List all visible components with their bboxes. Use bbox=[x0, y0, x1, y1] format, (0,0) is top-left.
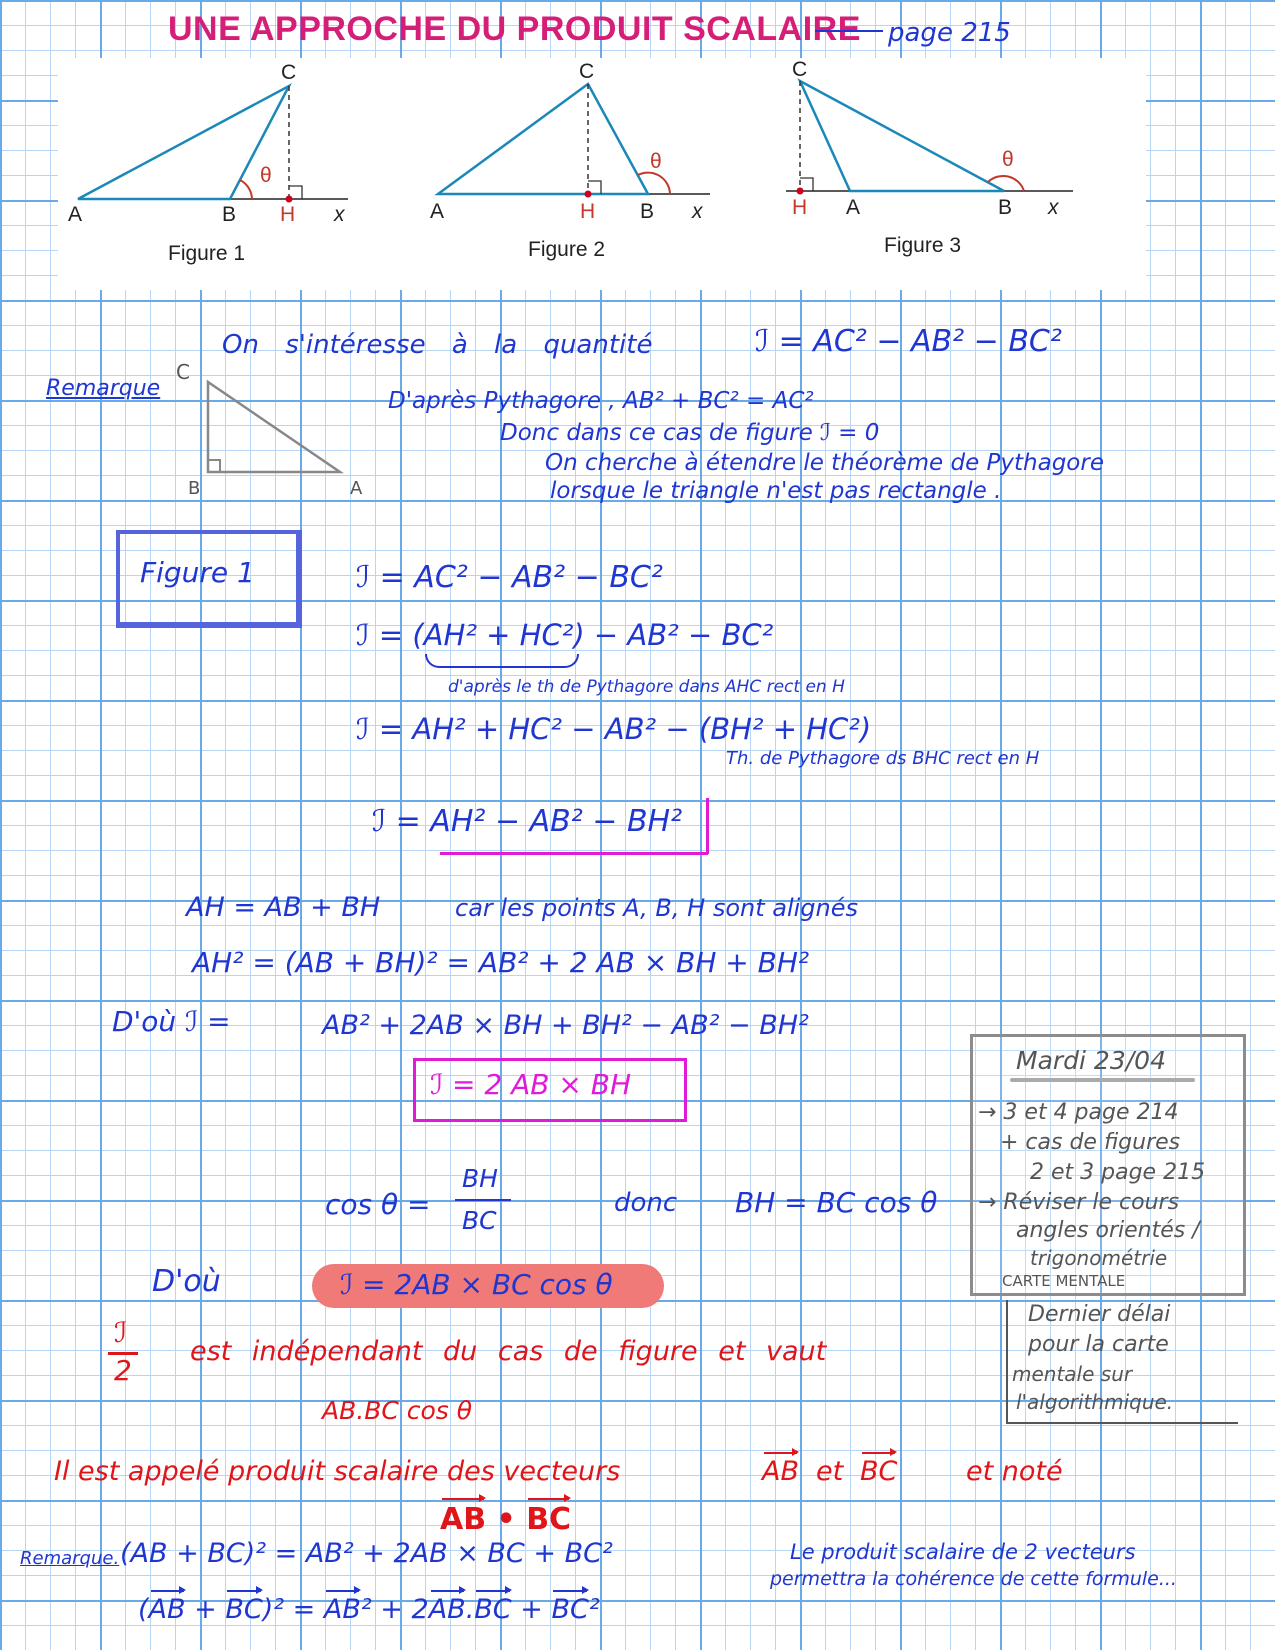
fig2-caption: Figure 2 bbox=[528, 238, 606, 261]
homework-item-4: → Réviser le cours bbox=[978, 1190, 1180, 1215]
fig1-line-2: ℐ = (AH² + HC²) − AB² − BC² bbox=[356, 618, 774, 652]
fig1-line-5: Th. de Pythagore ds BHC rect en H bbox=[726, 748, 1040, 769]
dot-product-notation bbox=[440, 1502, 571, 1537]
fig2-point-h: H bbox=[580, 200, 596, 223]
aligned-line-1-note: car les points A, B, H sont alignés bbox=[455, 894, 859, 922]
homework-item-7: CARTE MENTALE bbox=[1002, 1272, 1126, 1290]
remark-point-b: B bbox=[188, 478, 201, 499]
fig1-line-4: ℐ = AH² + HC² − AB² − (BH² + HC²) bbox=[356, 712, 872, 746]
dot-vector-ab: AB bbox=[440, 1502, 487, 1537]
aligned-result: ℐ = 2 AB × BH bbox=[430, 1068, 632, 1101]
bottom-remark-line-1: (AB + BC)² = AB² + 2AB × BC + BC² bbox=[120, 1538, 613, 1569]
dot-separator: • bbox=[496, 1502, 516, 1537]
aligned-line-3-prefix: D'où ℐ = bbox=[112, 1005, 231, 1038]
remark-line-4: lorsque le triangle n'est pas rectangle . bbox=[550, 478, 1002, 504]
remark-line-1: D'après Pythagore , AB² + BC² = AC² bbox=[388, 388, 814, 414]
remark-label: Remarque bbox=[46, 376, 161, 401]
fig2-point-c: C bbox=[579, 60, 595, 83]
final-noted: et noté bbox=[966, 1456, 1063, 1487]
fig1-result-underline bbox=[440, 852, 708, 855]
remark-line-2: Donc dans ce cas de figure ℐ = 0 bbox=[500, 420, 880, 446]
bottom-remark-note-1: Le produit scalaire de 2 vecteurs bbox=[790, 1540, 1136, 1564]
fig3-axis-x: x bbox=[1048, 196, 1059, 219]
remark-point-c: C bbox=[176, 360, 190, 384]
fig3-caption: Figure 3 bbox=[884, 234, 962, 257]
final-formula: ℐ = 2AB × BC cos θ bbox=[340, 1268, 613, 1301]
fig1-point-h: H bbox=[280, 203, 296, 226]
remark-line-3: On cherche à étendre le théorème de Pythagore bbox=[545, 450, 1104, 476]
cos-lhs: cos θ = bbox=[325, 1188, 431, 1221]
homework-item-2: + cas de figures bbox=[1000, 1130, 1181, 1155]
figure1-box-label: Figure 1 bbox=[140, 556, 255, 589]
fig3-point-c: C bbox=[792, 58, 808, 81]
deadline-line-4: l'algorithmique. bbox=[1016, 1390, 1174, 1414]
fig1-line-6: ℐ = AH² − AB² − BH² bbox=[372, 804, 683, 839]
page-reference: page 215 bbox=[888, 18, 1011, 48]
bottom-vec-bc-sq: BC bbox=[551, 1594, 589, 1625]
dot-vector-bc: BC bbox=[526, 1502, 572, 1537]
homework-item-1: → 3 et 4 page 214 bbox=[978, 1100, 1179, 1125]
figures-panel bbox=[58, 58, 1146, 290]
bottom-remark-note-2: permettra la cohérence de cette formule... bbox=[770, 1568, 1177, 1590]
bottom-vec-ab: AB bbox=[148, 1594, 186, 1625]
fig1-axis-x: x bbox=[334, 203, 345, 226]
figure-3-drawing bbox=[786, 81, 1073, 195]
fig3-point-b: B bbox=[998, 196, 1013, 219]
cos-fraction-bar bbox=[455, 1199, 511, 1201]
deadline-line-1: Dernier délai bbox=[1028, 1302, 1171, 1327]
homework-date-underline bbox=[1010, 1078, 1195, 1082]
intro-formula: ℐ = AC² − AB² − BC² bbox=[755, 324, 1062, 359]
homework-item-3: 2 et 3 page 215 bbox=[1030, 1160, 1206, 1185]
fig1-result-bar bbox=[706, 798, 709, 854]
fig1-line-1: ℐ = AC² − AB² − BC² bbox=[356, 560, 663, 595]
aligned-line-1: AH = AB + BH bbox=[186, 892, 381, 923]
bottom-remark-line-2: (AB + BC)² = AB² + 2AB.BC + BC² bbox=[138, 1594, 600, 1625]
cos-denominator: BC bbox=[462, 1206, 497, 1235]
intro-text: On s'intéresse à la quantité bbox=[222, 330, 653, 360]
bottom-vec-bc: BC bbox=[225, 1594, 263, 1625]
homework-date: Mardi 23/04 bbox=[1016, 1046, 1166, 1075]
fig3-point-a: A bbox=[846, 196, 861, 219]
figure-2-drawing bbox=[438, 84, 710, 198]
fig3-angle-theta: θ bbox=[1002, 148, 1014, 171]
page-title: UNE APPROCHE DU PRODUIT SCALAIRE bbox=[168, 10, 861, 48]
fig3-point-h: H bbox=[792, 196, 808, 219]
vector-bc: BC bbox=[860, 1456, 898, 1487]
cos-numerator: BH bbox=[462, 1164, 498, 1193]
final-vec2 bbox=[860, 1456, 897, 1487]
bottom-vec-ab-dot: AB bbox=[428, 1594, 466, 1625]
fig2-point-a: A bbox=[430, 200, 445, 223]
cos-then: donc bbox=[614, 1188, 678, 1218]
homework-item-6: trigonométrie bbox=[1030, 1246, 1168, 1270]
final-frac-den: 2 bbox=[114, 1354, 132, 1387]
fig2-angle-theta: θ bbox=[650, 150, 662, 173]
fig2-axis-x: x bbox=[692, 200, 703, 223]
figure-1-drawing bbox=[78, 86, 348, 203]
title-rule bbox=[815, 30, 883, 32]
deadline-bracket bbox=[1006, 1300, 1008, 1422]
final-statement: est indépendant du cas de figure et vaut bbox=[190, 1336, 827, 1367]
fig1-point-c: C bbox=[281, 61, 297, 84]
fig1-point-b: B bbox=[222, 203, 237, 226]
bottom-remark-label: Remarque. bbox=[20, 1548, 120, 1569]
final-value: AB.BC cos θ bbox=[322, 1396, 473, 1425]
final-prefix: D'où bbox=[152, 1264, 221, 1299]
aligned-line-2: AH² = (AB + BH)² = AB² + 2 AB × BH + BH² bbox=[192, 946, 810, 979]
deadline-line-2: pour la carte bbox=[1028, 1332, 1169, 1357]
final-vec1 bbox=[762, 1456, 799, 1487]
bottom-vec-bc-dot: BC bbox=[474, 1594, 512, 1625]
aligned-line-3: AB² + 2AB × BH + BH² − AB² − BH² bbox=[322, 1010, 809, 1041]
final-and: et bbox=[816, 1456, 844, 1487]
homework-item-5: angles orientés / bbox=[1016, 1218, 1200, 1243]
final-frac-num: ℐ bbox=[114, 1316, 128, 1349]
fig1-caption: Figure 1 bbox=[168, 242, 246, 265]
deadline-line-3: mentale sur bbox=[1012, 1362, 1133, 1386]
fig1-point-a: A bbox=[68, 203, 83, 226]
remark-point-a: A bbox=[350, 478, 363, 499]
cos-rhs: BH = BC cos θ bbox=[735, 1186, 938, 1219]
fig1-underbrace bbox=[425, 654, 579, 668]
fig2-point-b: B bbox=[640, 200, 655, 223]
final-called: Il est appelé produit scalaire des vecteurs bbox=[54, 1456, 621, 1487]
deadline-underline bbox=[1006, 1422, 1238, 1424]
bottom-vec-ab-sq: AB bbox=[323, 1594, 361, 1625]
fig1-line-3: d'après le th de Pythagore dans AHC rect en H bbox=[448, 677, 845, 697]
vector-ab: AB bbox=[762, 1456, 799, 1487]
fig1-angle-theta: θ bbox=[260, 164, 272, 187]
